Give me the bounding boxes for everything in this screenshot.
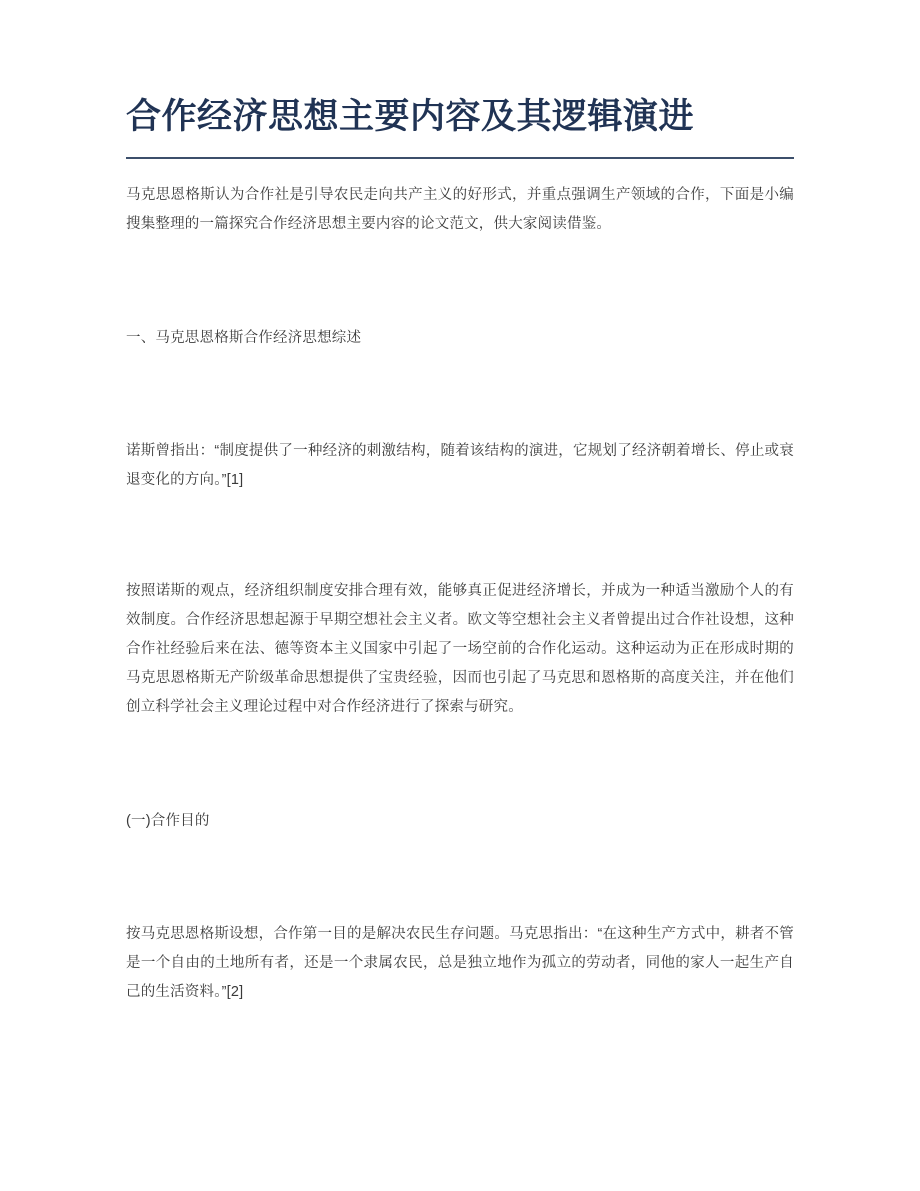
quote-paragraph: 诺斯曾指出：“制度提供了一种经济的刺激结构，随着该结构的演进，它规划了经济朝着增长、停止或衰退变化的方向。”[1] — [126, 442, 794, 488]
spacer — [126, 834, 794, 920]
spacer — [126, 722, 794, 808]
spacer — [126, 495, 794, 577]
body-paragraph: 按照诺斯的观点，经济组织制度安排合理有效，能够真正促进经济增长，并成为一种适当激励个人的有效制度。合作经济思想起源于早期空想社会主义者。欧文等空想社会主义者曾提出过合作社设想，这种合作社经验后来在法、德等资本主义国家中引起了一场空前的合作化运动。这种运动为正在形成时期的马克思恩格斯无产阶级革命思想提供了宝贵经验，因而也引起了马克思和恩格斯的高度关注，并在他们创立科学社会主义理论过程中对合作经济进行了探索与研究。 — [126, 582, 794, 715]
title-divider — [126, 157, 794, 159]
spacer — [126, 351, 794, 437]
subsection-paragraph: 按马克思恩格斯设想，合作第一目的是解决农民生存问题。马克思指出：“在这种生产方式中，耕者不管是一个自由的土地所有者，还是一个隶属农民，总是独立地作为孤立的劳动者，同他的家人一起生产自己的生活资料。”[2] — [126, 925, 794, 1000]
page-title: 合作经济思想主要内容及其逻辑演进 — [126, 97, 695, 136]
subsection-heading: (一)合作目的 — [126, 812, 210, 829]
section-heading: 一、马克思恩格斯合作经济思想综述 — [126, 329, 362, 346]
lead-paragraph: 马克思恩格斯认为合作社是引导农民走向共产主义的好形式，并重点强调生产领域的合作，下面是小编搜集整理的一篇探究合作经济思想主要内容的论文范文，供大家阅读借鉴。 — [126, 186, 794, 232]
spacer — [126, 239, 794, 325]
